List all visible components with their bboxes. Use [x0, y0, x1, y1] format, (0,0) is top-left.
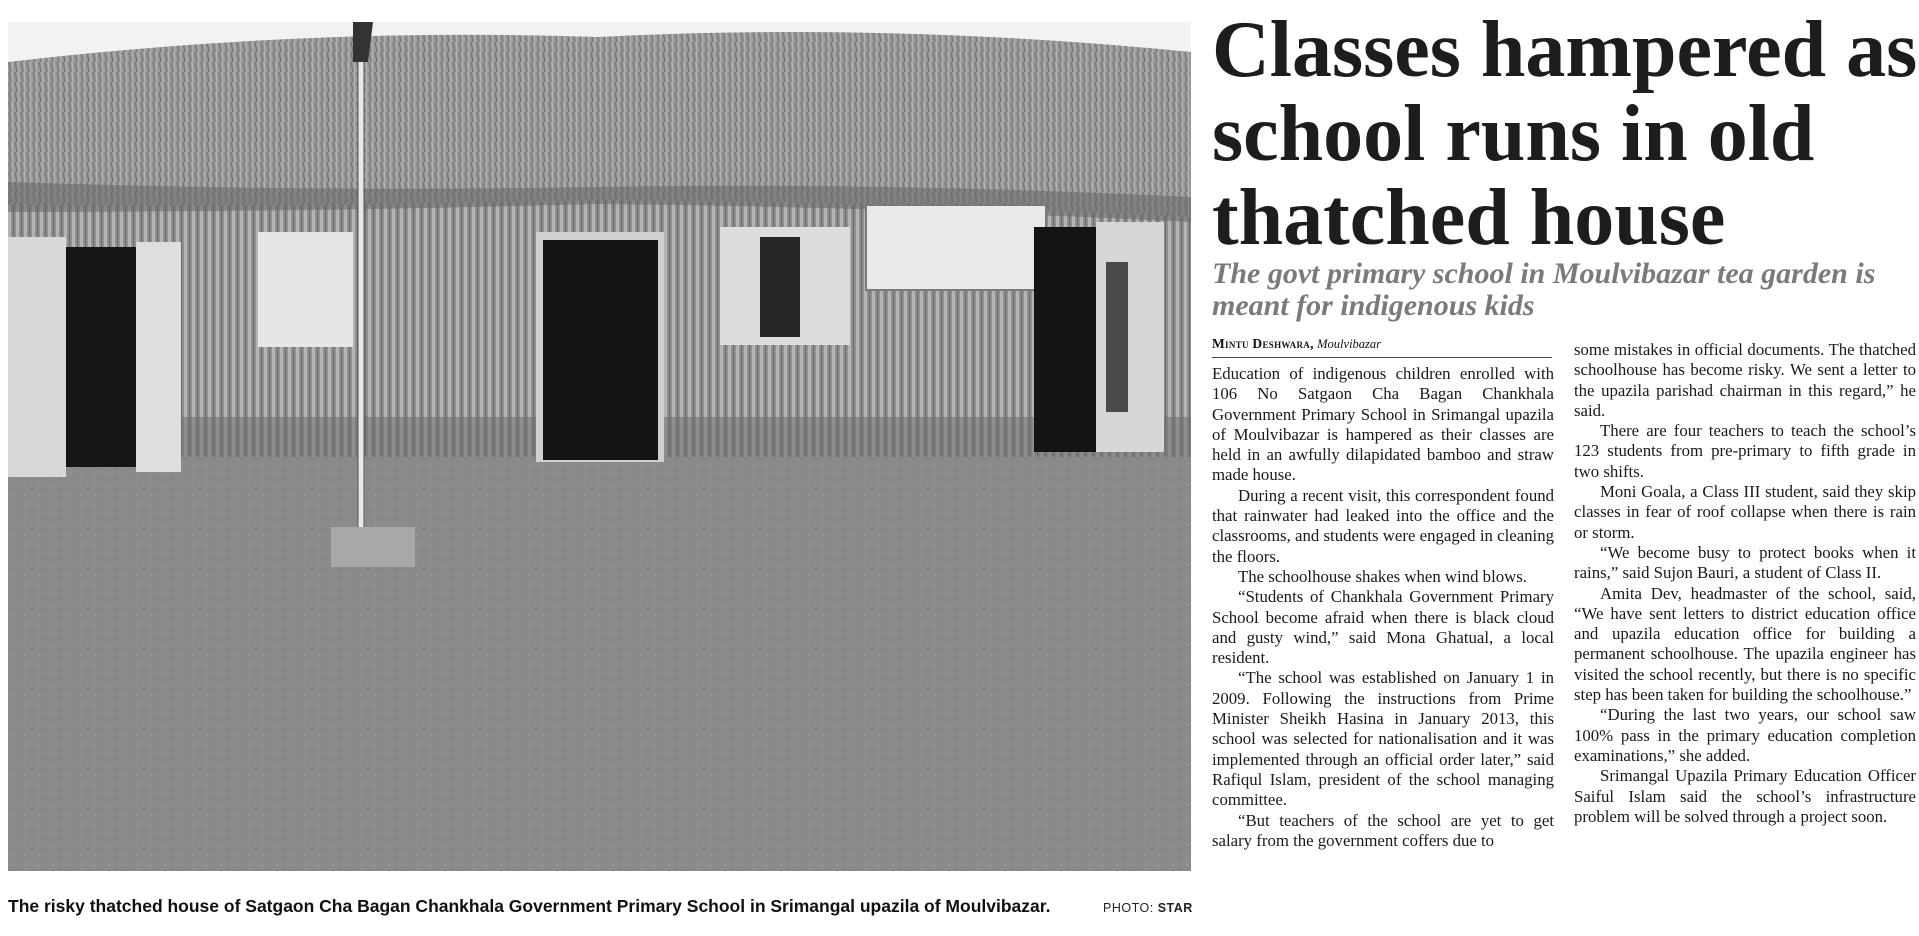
paragraph: “But teachers of the school are yet to get salary from the government coffers due to — [1212, 810, 1554, 850]
byline-location: Moulvibazar — [1317, 337, 1382, 351]
paragraph: Moni Goala, a Class III student, said they skip classes in fear of roof collapse when there is rain or storm. — [1574, 482, 1916, 542]
paragraph: Amita Dev, headmaster of the school, said, “We have sent letters to district education office and upazila education office for building a permanent schoolhouse. The upazila engineer has visited the school recently, but there is no specific step has been taken for building the schoolhouse.” — [1574, 583, 1916, 705]
paragraph: During a recent visit, this correspondent found that rainwater had leaked into the office and the classrooms, and students were engaged in cleaning the floors. — [1212, 485, 1554, 566]
paragraph: There are four teachers to teach the school’s 123 students from pre-primary to fifth grade in two shifts. — [1574, 421, 1916, 481]
paragraph: some mistakes in official documents. The thatched schoolhouse has become risky. We sent a letter to the upazila parishad chairman in this regard,” he said. — [1574, 340, 1916, 420]
paragraph: Srimangal Upazila Primary Education Officer Saiful Islam said the school’s infrastructure problem will be solved through a project soon. — [1574, 766, 1916, 826]
paragraph: “We become busy to protect books when it rains,” said Sujon Bauri, a student of Class II. — [1574, 542, 1916, 583]
paragraph: “The school was established on January 1 in 2009. Following the instructions from Prime Minister Sheikh Hasina in January 2013, this school was selected for nationalisation and it was implemented through an official order later,” said Rafiqul Islam, president of the school managing committee. — [1212, 668, 1554, 810]
paragraph: The schoolhouse shakes when wind blows. — [1238, 566, 1527, 586]
paragraph: “During the last two years, our school saw 100% pass in the primary education completion examinations,” she added. — [1574, 705, 1916, 765]
byline-author: Mintu Deshwara, — [1212, 336, 1314, 351]
photo-credit-source: STAR — [1157, 901, 1193, 915]
photo-credit-label: PHOTO: — [1103, 901, 1154, 915]
paragraph: Education of indigenous children enrolled with 106 No Satgaon Cha Bagan Chankhala Government Primary School in Srimangal upazila of Moulvibazar is hampered as their classes are held in an awfully dilapidated bamboo and straw made house. — [1212, 364, 1554, 485]
headline: Classes hampered as school runs in old thatched house — [1212, 6, 1918, 262]
photo-caption: The risky thatched house of Satgaon Cha Bagan Chankhala Government Primary School in Srimangal upazila of Moulvibazar. — [8, 896, 1051, 916]
article-column-2 — [1574, 340, 1916, 827]
paragraph: “Students of Chankhala Government Primary School become afraid when there is black cloud and gusty wind,” said Mona Ghatual, a local resident. — [1212, 587, 1554, 668]
news-photo — [8, 22, 1191, 871]
photo-credit — [1103, 901, 1193, 915]
article-column-1 — [1212, 364, 1554, 851]
byline — [1212, 336, 1552, 358]
subheadline: The govt primary school in Moulvibazar tea garden is meant for indigenous kids — [1212, 257, 1876, 322]
thatched-schoolhouse-image — [8, 22, 1191, 871]
